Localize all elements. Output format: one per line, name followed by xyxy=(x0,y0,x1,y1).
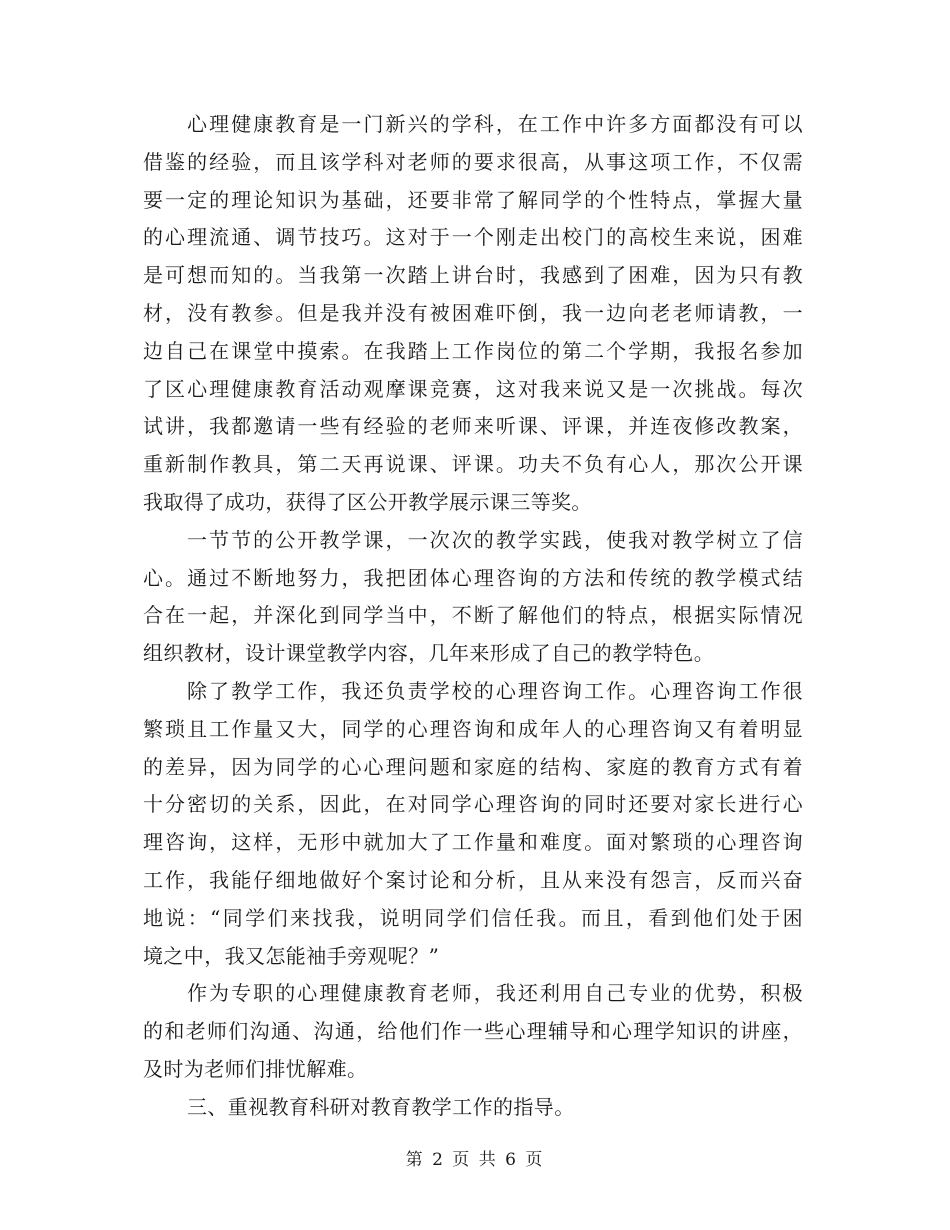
text-line: 试讲，我都邀请一些有经验的老师来听课、评课，并连夜修改教案， xyxy=(143,414,803,439)
text-line: 是可想而知的。当我第一次踏上讲台时，我感到了困难，因为只有教 xyxy=(143,263,803,288)
page-number-footer: 第 2 页 共 6 页 xyxy=(405,1150,545,1170)
text-line: 了区心理健康教育活动观摩课竞赛，这对我来说又是一次挑战。每次 xyxy=(143,376,803,401)
paragraph-1 xyxy=(143,106,803,522)
paragraph-2 xyxy=(143,522,803,673)
text-line: 的心理流通、调节技巧。这对于一个刚走出校门的高校生来说，困难 xyxy=(143,225,803,250)
section-heading-text: 三、重视教育科研对教育教学工作的指导。 xyxy=(187,1094,575,1119)
text-line: 作为专职的心理健康教育老师，我还利用自己专业的优势，积极 xyxy=(187,981,803,1006)
text-line: 一节节的公开教学课，一次次的教学实践，使我对教学树立了信 xyxy=(187,527,803,552)
text-line: 借鉴的经验，而且该学科对老师的要求很高，从事这项工作，不仅需 xyxy=(143,149,803,174)
text-line: 合在一起，并深化到同学当中，不断了解他们的特点，根据实际情况 xyxy=(143,603,803,628)
text-line: 理咨询，这样，无形中就加大了工作量和难度。面对繁琐的心理咨询 xyxy=(143,830,803,855)
text-line: 心理健康教育是一门新兴的学科，在工作中许多方面都没有可以 xyxy=(187,112,803,136)
section-heading xyxy=(143,1089,803,1127)
text-line: 重新制作教具，第二天再说课、评课。功夫不负有心人，那次公开课 xyxy=(143,452,803,477)
text-line: 我取得了成功，获得了区公开教学展示课三等奖。 xyxy=(143,489,592,514)
text-line: 及时为老师们排忧解难。 xyxy=(143,1056,368,1081)
text-line: 境之中，我又怎能袖手旁观呢？” xyxy=(143,943,440,968)
text-line: 心。通过不断地努力，我把团体心理咨询的方法和传统的教学模式结 xyxy=(143,565,803,590)
text-line: 除了教学工作，我还负责学校的心理咨询工作。心理咨询工作很 xyxy=(187,678,803,703)
text-line: 的差异，因为同学的心心理问题和家庭的结构、家庭的教育方式有着 xyxy=(143,754,803,779)
text-line: 边自己在课堂中摸索。在我踏上工作岗位的第二个学期，我报名参加 xyxy=(143,338,803,363)
text-line: 繁琐且工作量又大，同学的心理咨询和成年人的心理咨询又有着明显 xyxy=(143,716,803,741)
text-line: 材，没有教参。但是我并没有被困难吓倒，我一边向老老师请教，一 xyxy=(143,300,803,325)
text-line: 地说：“同学们来找我，说明同学们信任我。而且，看到他们处于困 xyxy=(143,905,803,930)
paragraph-3 xyxy=(143,673,803,975)
text-line: 要一定的理论知识为基础，还要非常了解同学的个性特点，掌握大量 xyxy=(143,187,803,212)
text-line: 工作，我能仔细地做好个案讨论和分析，且从来没有怨言，反而兴奋 xyxy=(143,867,803,892)
paragraph-4 xyxy=(143,975,803,1088)
text-line: 组织教材，设计课堂教学内容，几年来形成了自己的教学特色。 xyxy=(143,641,715,666)
text-line: 十分密切的关系，因此，在对同学心理咨询的同时还要对家长进行心 xyxy=(143,792,803,817)
text-line: 的和老师们沟通、沟通，给他们作一些心理辅导和心理学知识的讲座， xyxy=(143,1019,803,1044)
document-body xyxy=(143,106,803,1127)
